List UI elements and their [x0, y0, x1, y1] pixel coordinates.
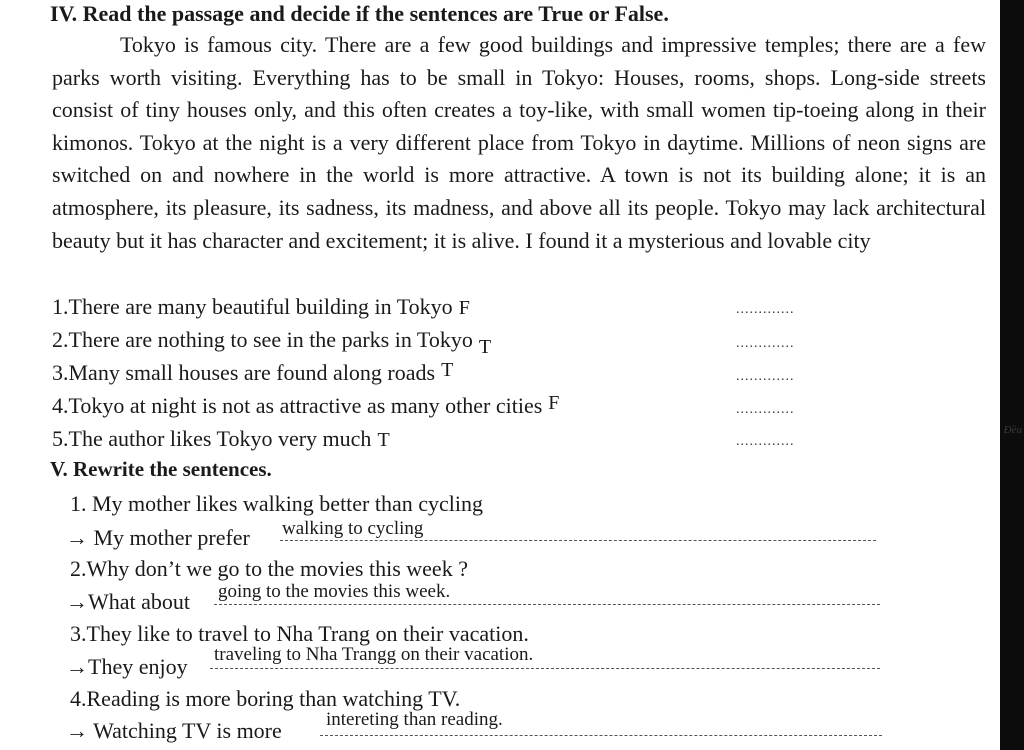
- rewrite-prefix-3: →They enjoy: [66, 654, 188, 679]
- rewrite-question-1: 1. My mother likes walking better than cycling: [70, 491, 484, 516]
- tf-item-text: 4.Tokyo at night is not as attractive as many other cities: [52, 393, 543, 418]
- answer-dots: .............: [736, 336, 795, 351]
- answer-line-1: [280, 540, 876, 541]
- answer-line-3: [210, 668, 880, 669]
- rewrite-question-4: 4.Reading is more boring than watching TV.: [70, 686, 461, 711]
- tf-answer: T: [478, 336, 492, 358]
- answer-dots: .............: [736, 402, 795, 417]
- rewrite-answer-3: traveling to Nha Trangg on their vacation.: [214, 644, 534, 665]
- rewrite-question-3: 3.They like to travel to Nha Trang on their vacation.: [70, 621, 529, 646]
- answer-dots: .............: [736, 434, 795, 449]
- tf-item-5: [52, 426, 390, 452]
- rewrite-prefix-2: →What about: [66, 589, 191, 614]
- tf-item-1: [52, 294, 470, 320]
- passage-text: Tokyo is famous city. There are a few good buildings and impressive temples; there are a few parks worth visiting. Everything has to be small in Tokyo: Houses, rooms, shops. Long-side streets consist of tiny houses only, and this often creates a toy-like, with small women tip-toeing along in their kimonos. Tokyo at the night is a very different place from Tokyo in daytime. Millions of neon signs are switched on and nowhere in the world is more attractive. A town is not its building alone; it is an atmosphere, its pleasure, its sadness, its madness, and above all its people. Tokyo may lack architectural beauty but it has character and excitement; it is alive. I found it a mysterious and lovable city: [52, 32, 986, 253]
- window-edge: [1000, 0, 1024, 750]
- reading-passage: [52, 29, 986, 257]
- answer-dots: .............: [736, 302, 795, 317]
- tf-item-text: 3.Many small houses are found along roads: [52, 360, 436, 385]
- answer-line-2: [214, 604, 880, 605]
- tf-answer: F: [458, 297, 470, 319]
- edge-label: Đều: [1003, 424, 1022, 436]
- rewrite-answer-2: going to the movies this week.: [218, 581, 451, 602]
- section-4-heading: IV. Read the passage and decide if the sentences are True or False.: [50, 1, 669, 26]
- answer-dots: .............: [736, 369, 795, 384]
- tf-item-2: [52, 327, 492, 358]
- tf-answer: T: [441, 359, 454, 381]
- tf-item-text: 5.The author likes Tokyo very much: [52, 426, 372, 451]
- rewrite-question-2: 2.Why don’t we go to the movies this week ?: [70, 556, 468, 581]
- rewrite-answer-1: walking to cycling: [282, 518, 424, 539]
- tf-item-3: [52, 360, 453, 386]
- tf-item-4: [52, 393, 559, 419]
- rewrite-prefix-4: → Watching TV is more: [66, 718, 282, 743]
- answer-line-4: [320, 735, 882, 736]
- tf-answer: T: [377, 429, 390, 451]
- rewrite-answer-4: intereting than reading.: [326, 709, 503, 730]
- rewrite-prefix-1: → My mother prefer: [66, 525, 250, 550]
- section-5-heading: V. Rewrite the sentences.: [50, 457, 272, 481]
- tf-answer: F: [548, 392, 560, 414]
- tf-item-text: 1.There are many beautiful building in Tokyo: [52, 294, 453, 319]
- tf-item-text: 2.There are nothing to see in the parks in Tokyo: [52, 327, 473, 352]
